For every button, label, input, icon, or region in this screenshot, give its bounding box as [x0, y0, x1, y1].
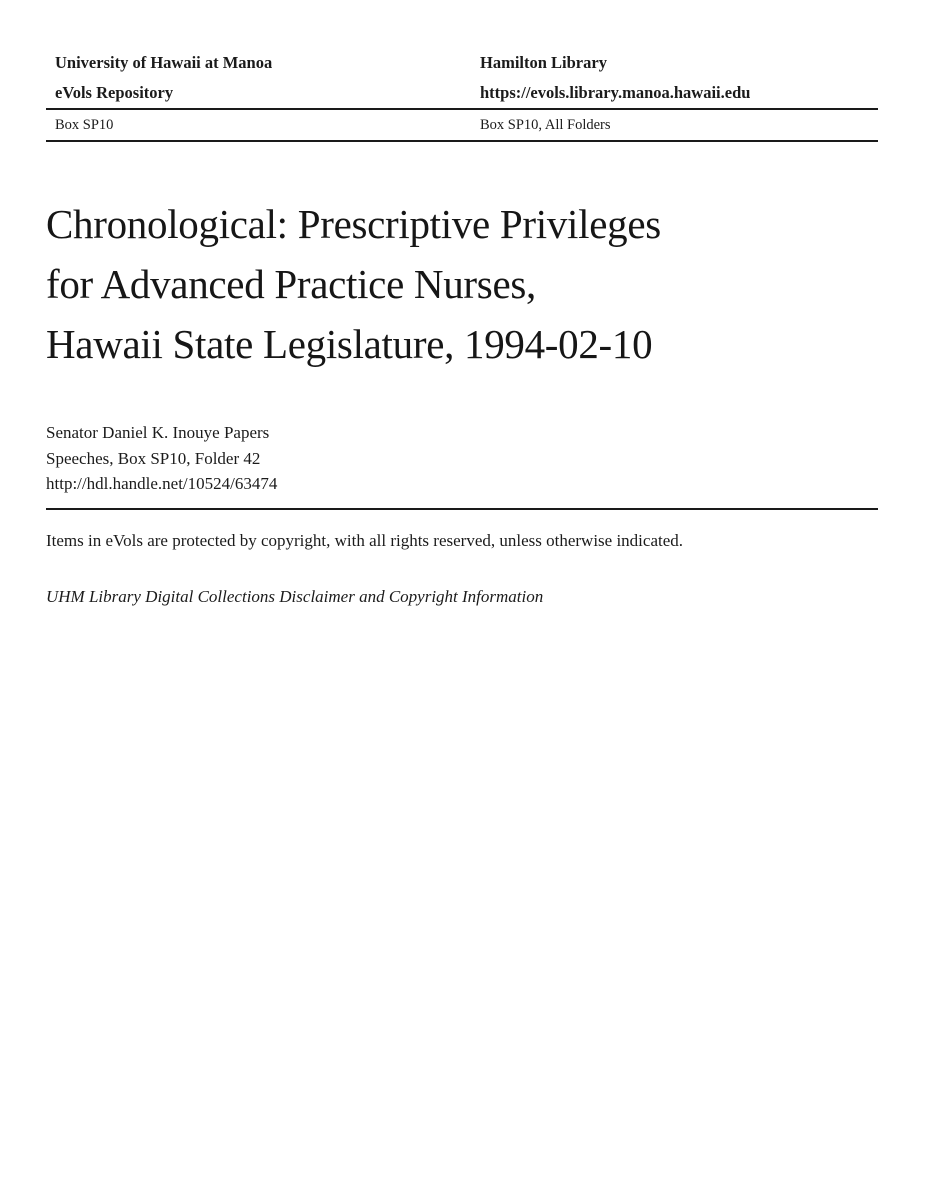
library-name: Hamilton Library: [480, 53, 607, 72]
handle-url-link[interactable]: http://hdl.handle.net/10524/63474: [46, 474, 278, 494]
repository-url-link[interactable]: https://evols.library.manoa.hawaii.edu: [480, 83, 751, 102]
institution-name: University of Hawaii at Manoa: [55, 53, 273, 72]
cover-header: [46, 48, 878, 142]
page-content: [46, 48, 878, 610]
document-title-line-2: for Advanced Practice Nurses,: [46, 261, 536, 307]
document-title: [46, 194, 878, 374]
box-label-left: Box SP10: [55, 117, 114, 133]
box-label-right: Box SP10, All Folders: [480, 117, 611, 133]
header-box-row: [46, 110, 878, 142]
footer-divider: [46, 508, 878, 510]
copyright-notice: Items in eVols are protected by copyright, with all rights reserved, unless otherwise indicated.: [46, 531, 684, 551]
item-metadata: [46, 420, 878, 497]
repository-name: eVols Repository: [55, 83, 174, 102]
collection-name: Senator Daniel K. Inouye Papers: [46, 423, 270, 442]
header-top-rows: [46, 48, 878, 110]
series-location: Speeches, Box SP10, Folder 42: [46, 448, 261, 468]
disclaimer-copyright-link[interactable]: UHM Library Digital Collections Disclaimer and Copyright Information: [46, 587, 544, 607]
document-title-line-3: Hawaii State Legislature, 1994-02-10: [46, 321, 653, 367]
document-title-line-1: Chronological: Prescriptive Privileges: [46, 201, 661, 247]
